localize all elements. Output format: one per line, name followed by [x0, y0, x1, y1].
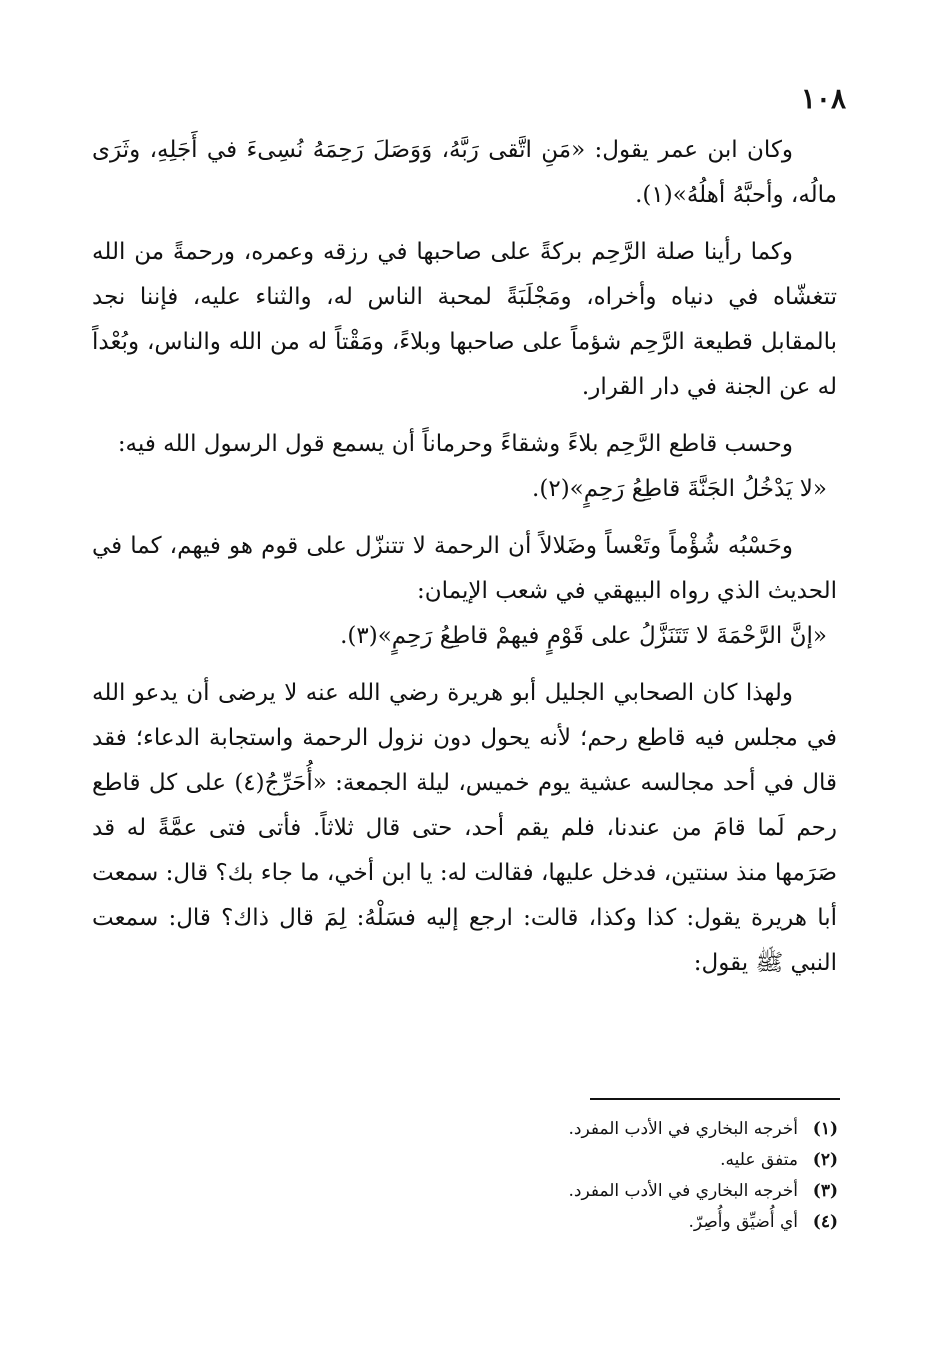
paragraph-abu-hurayra: ولهذا كان الصحابي الجليل أبو هريرة رضي الله عنه لا يرضى أن يدعو الله في مجلس فيه قاطع رحم؛ لأنه يحول دون نزول الرحمة واستجابة الدعاء؛ فقد قال في أحد مجالسه عشية يوم خميس، ليلة الجمعة: «أُحَرِّجُ(٤) على كل قاطع رحم لَما قامَ من عندنا، فلم يقم أحد، حتى قال ثلاثاً. فأتى فتى عمَّةً له قد صَرَمها منذ سنتين، فدخل عليها، فقالت له: يا ابن أخي، ما جاء بك؟ قال: سمعت أبا هريرة يقول: كذا وكذا، قالت: ارجع إليه فسَلْهُ: لِمَ قال ذاك؟ قال: سمعت النبي ﷺ يقول:	[92, 680, 837, 976]
footnote-text: متفق عليه.	[720, 1150, 798, 1170]
footnote-divider	[590, 1098, 840, 1100]
footnote-item	[238, 1176, 838, 1207]
hadith-quote-2: «إنَّ الرَّحْمَةَ لا تَتَنَزَّلُ على قَوْمٍ فيهمْ قاطِعُ رَحِمٍ»(٣).	[340, 623, 827, 649]
hadith-quote-1: «لا يَدْخُلُ الجَنَّةَ قاطِعُ رَحِمٍ»(٢).	[532, 476, 827, 502]
footnote-number: (١)	[812, 1119, 838, 1139]
footnote-text: أخرجه البخاري في الأدب المفرد.	[568, 1119, 798, 1139]
footnote-number: (٢)	[812, 1150, 838, 1170]
paragraph-qati-rahim: وحسب قاطع الرَّحِم بلاءً وشقاءً وحرماناً أن يسمع قول الرسول الله فيه:	[117, 431, 793, 457]
footnote-item	[238, 1207, 838, 1238]
footnote-text: أي أُضيِّق وأُصِرّ.	[688, 1212, 798, 1232]
paragraph-silat-rahim: وكما رأينا صلة الرَّحِم بركةً على صاحبها في رزقه وعمره، ورحمةً من الله تتغشّاه في دنياه وأخراه، ومَجْلَبَةً لمحبة الناس له، والثناء عليه، فإننا نجد بالمقابل قطيعة الرَّحِم شؤماً على صاحبها وبلاءً، ومَقْتاً له من الله والناس، وبُعْداً له عن الجنة في دار القرار.	[92, 239, 837, 400]
footnote-text: أخرجه البخاري في الأدب المفرد.	[568, 1181, 798, 1201]
footnote-item	[238, 1145, 838, 1176]
body-text	[92, 128, 837, 986]
footnotes	[238, 1114, 838, 1238]
footnote-number: (٣)	[812, 1181, 838, 1201]
footnote-number: (٤)	[812, 1212, 838, 1232]
footnote-item	[238, 1114, 838, 1145]
paragraph-hasbuhu: وحَسْبُه شُؤْماً وتَعْساً وضَلالاً أن الرحمة لا تتنزّل على قوم هو فيهم، كما في الحديث الذي رواه البيهقي في شعب الإيمان:	[92, 533, 837, 604]
page-number: ١٠٨	[800, 82, 846, 115]
paragraph-ibn-umar: وكان ابن عمر يقول: «مَنِ اتَّقى رَبَّهُ، وَوَصَلَ رَحِمَهُ نُسِىءَ في أَجَلِهِ، وثَرَى مالُه، وأحبَّهُ أهلُهُ»(١).	[92, 137, 837, 208]
